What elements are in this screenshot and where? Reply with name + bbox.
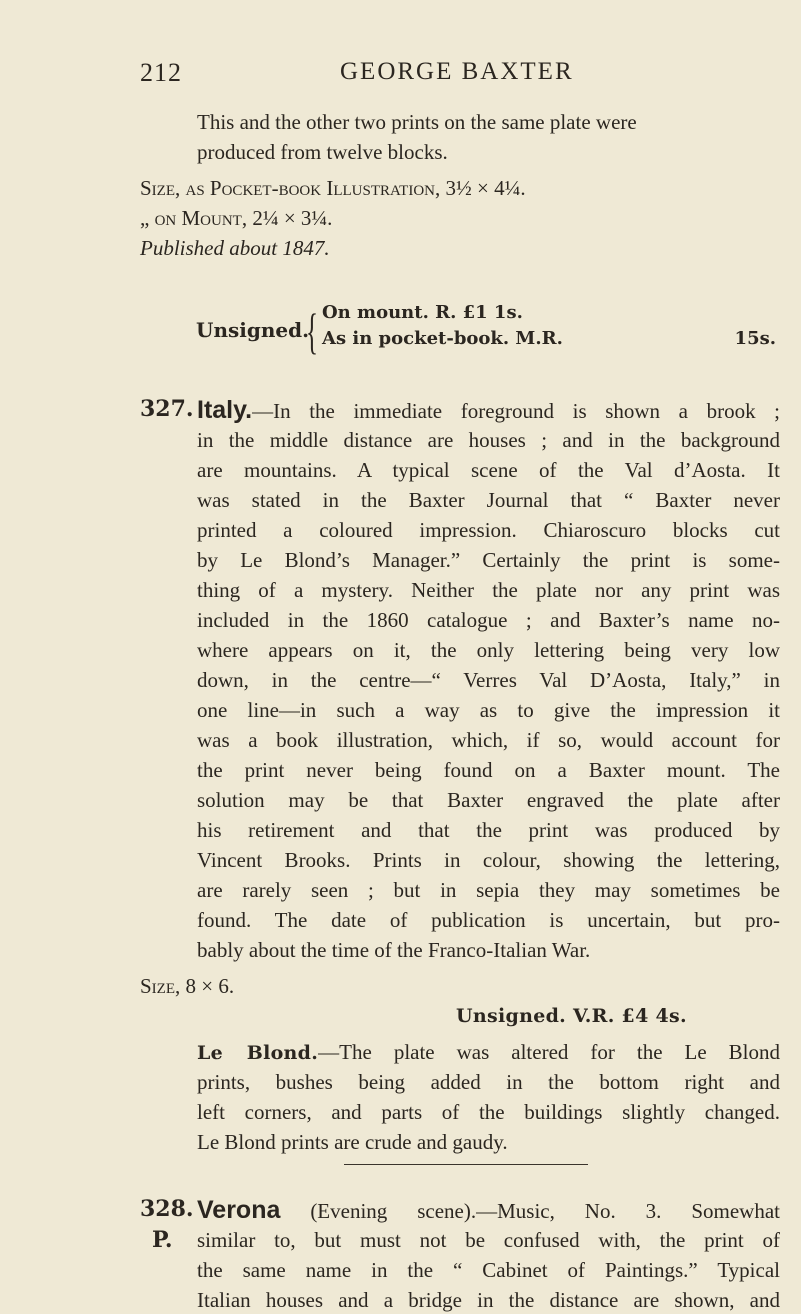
price-line-mount: On mount. R. £1 1s. — [322, 302, 523, 323]
size-line: Size, as Pocket-book Illustration, 3½ × 4¼. — [140, 176, 526, 200]
entry-number-327: 327. — [140, 396, 194, 422]
brace-icon: { — [306, 303, 318, 359]
le-blond-label: Le Blond. — [197, 1042, 319, 1064]
text-line: Vincent Brooks. Prints in colour, showing the lettering, — [197, 848, 780, 872]
text-line: by Le Blond’s Manager.” Certainly the print is some- — [197, 548, 780, 572]
text-line: in the middle distance are houses ; and in the background — [197, 428, 780, 452]
text-line: Le Blond prints are crude and gaudy. — [197, 1130, 508, 1154]
unsigned-prices — [196, 298, 776, 378]
unsigned-label: Unsigned. — [196, 318, 310, 342]
text-line: are rarely seen ; but in sepia they may sometimes be — [197, 878, 780, 902]
price-line-pocket-book: As in pocket-book. M.R. — [322, 328, 563, 349]
published-line: Published about 1847. — [140, 236, 330, 260]
page-number: 212 — [140, 58, 182, 87]
page-header — [140, 58, 780, 88]
price-pocket-book: 15s. — [734, 328, 776, 349]
text-line: the print never being found on a Baxter mount. The — [197, 758, 780, 782]
text-line: his retirement and that the print was produced by — [197, 818, 780, 842]
text-line: was a book illustration, which, if so, would account for — [197, 728, 780, 752]
unsigned-price-line: Unsigned. V.R. £4 4s. — [456, 1005, 687, 1027]
running-head: GEORGE BAXTER — [340, 58, 574, 85]
text-line: thing of a mystery. Neither the plate nor any print was — [197, 578, 780, 602]
text-line: Verona (Evening scene).—Music, No. 3. Somewhat — [197, 1196, 780, 1224]
size-line: Size, 8 × 6. — [140, 974, 235, 998]
text-line: left corners, and parts of the buildings slightly changed. — [197, 1100, 780, 1124]
entry-title-italy: Italy. — [197, 396, 253, 424]
text-line: was stated in the Baxter Journal that “ Baxter never — [197, 488, 780, 512]
section-divider — [344, 1164, 588, 1165]
text-line: Le Blond.—The plate was altered for the Le Blond — [197, 1040, 780, 1064]
entry-marker-p: P. — [152, 1227, 173, 1253]
text-line: similar to, but must not be confused with, the print of — [197, 1228, 780, 1252]
mount-line: „ on Mount, 2¼ × 3¼. — [140, 206, 333, 230]
text-line: solution may be that Baxter engraved the plate after — [197, 788, 780, 812]
text-line: Italian houses and a bridge in the distance are shown, and — [197, 1288, 780, 1312]
text-line: included in the 1860 catalogue ; and Baxter’s name no- — [197, 608, 780, 632]
entry-title-verona: Verona — [197, 1196, 281, 1224]
text-line: the same name in the “ Cabinet of Paintings.” Typical — [197, 1258, 780, 1282]
text-line: down, in the centre—“ Verres Val D’Aosta, Italy,” in — [197, 668, 780, 692]
text-line: This and the other two prints on the same plate were — [197, 110, 637, 134]
text-line: bably about the time of the Franco-Italian War. — [197, 938, 591, 962]
text-line: Italy.—In the immediate foreground is shown a brook ; — [197, 396, 780, 424]
text-line: prints, bushes being added in the bottom right and — [197, 1070, 780, 1094]
text-line: found. The date of publication is uncertain, but pro- — [197, 908, 780, 932]
text-line: one line—in such a way as to give the impression it — [197, 698, 780, 722]
text-line: produced from twelve blocks. — [197, 140, 448, 164]
text-line: printed a coloured impression. Chiaroscuro blocks cut — [197, 518, 780, 542]
text-line: where appears on it, the only lettering being very low — [197, 638, 780, 662]
text-line: are mountains. A typical scene of the Val d’Aosta. It — [197, 458, 780, 482]
entry-number-328: 328. — [140, 1196, 194, 1222]
